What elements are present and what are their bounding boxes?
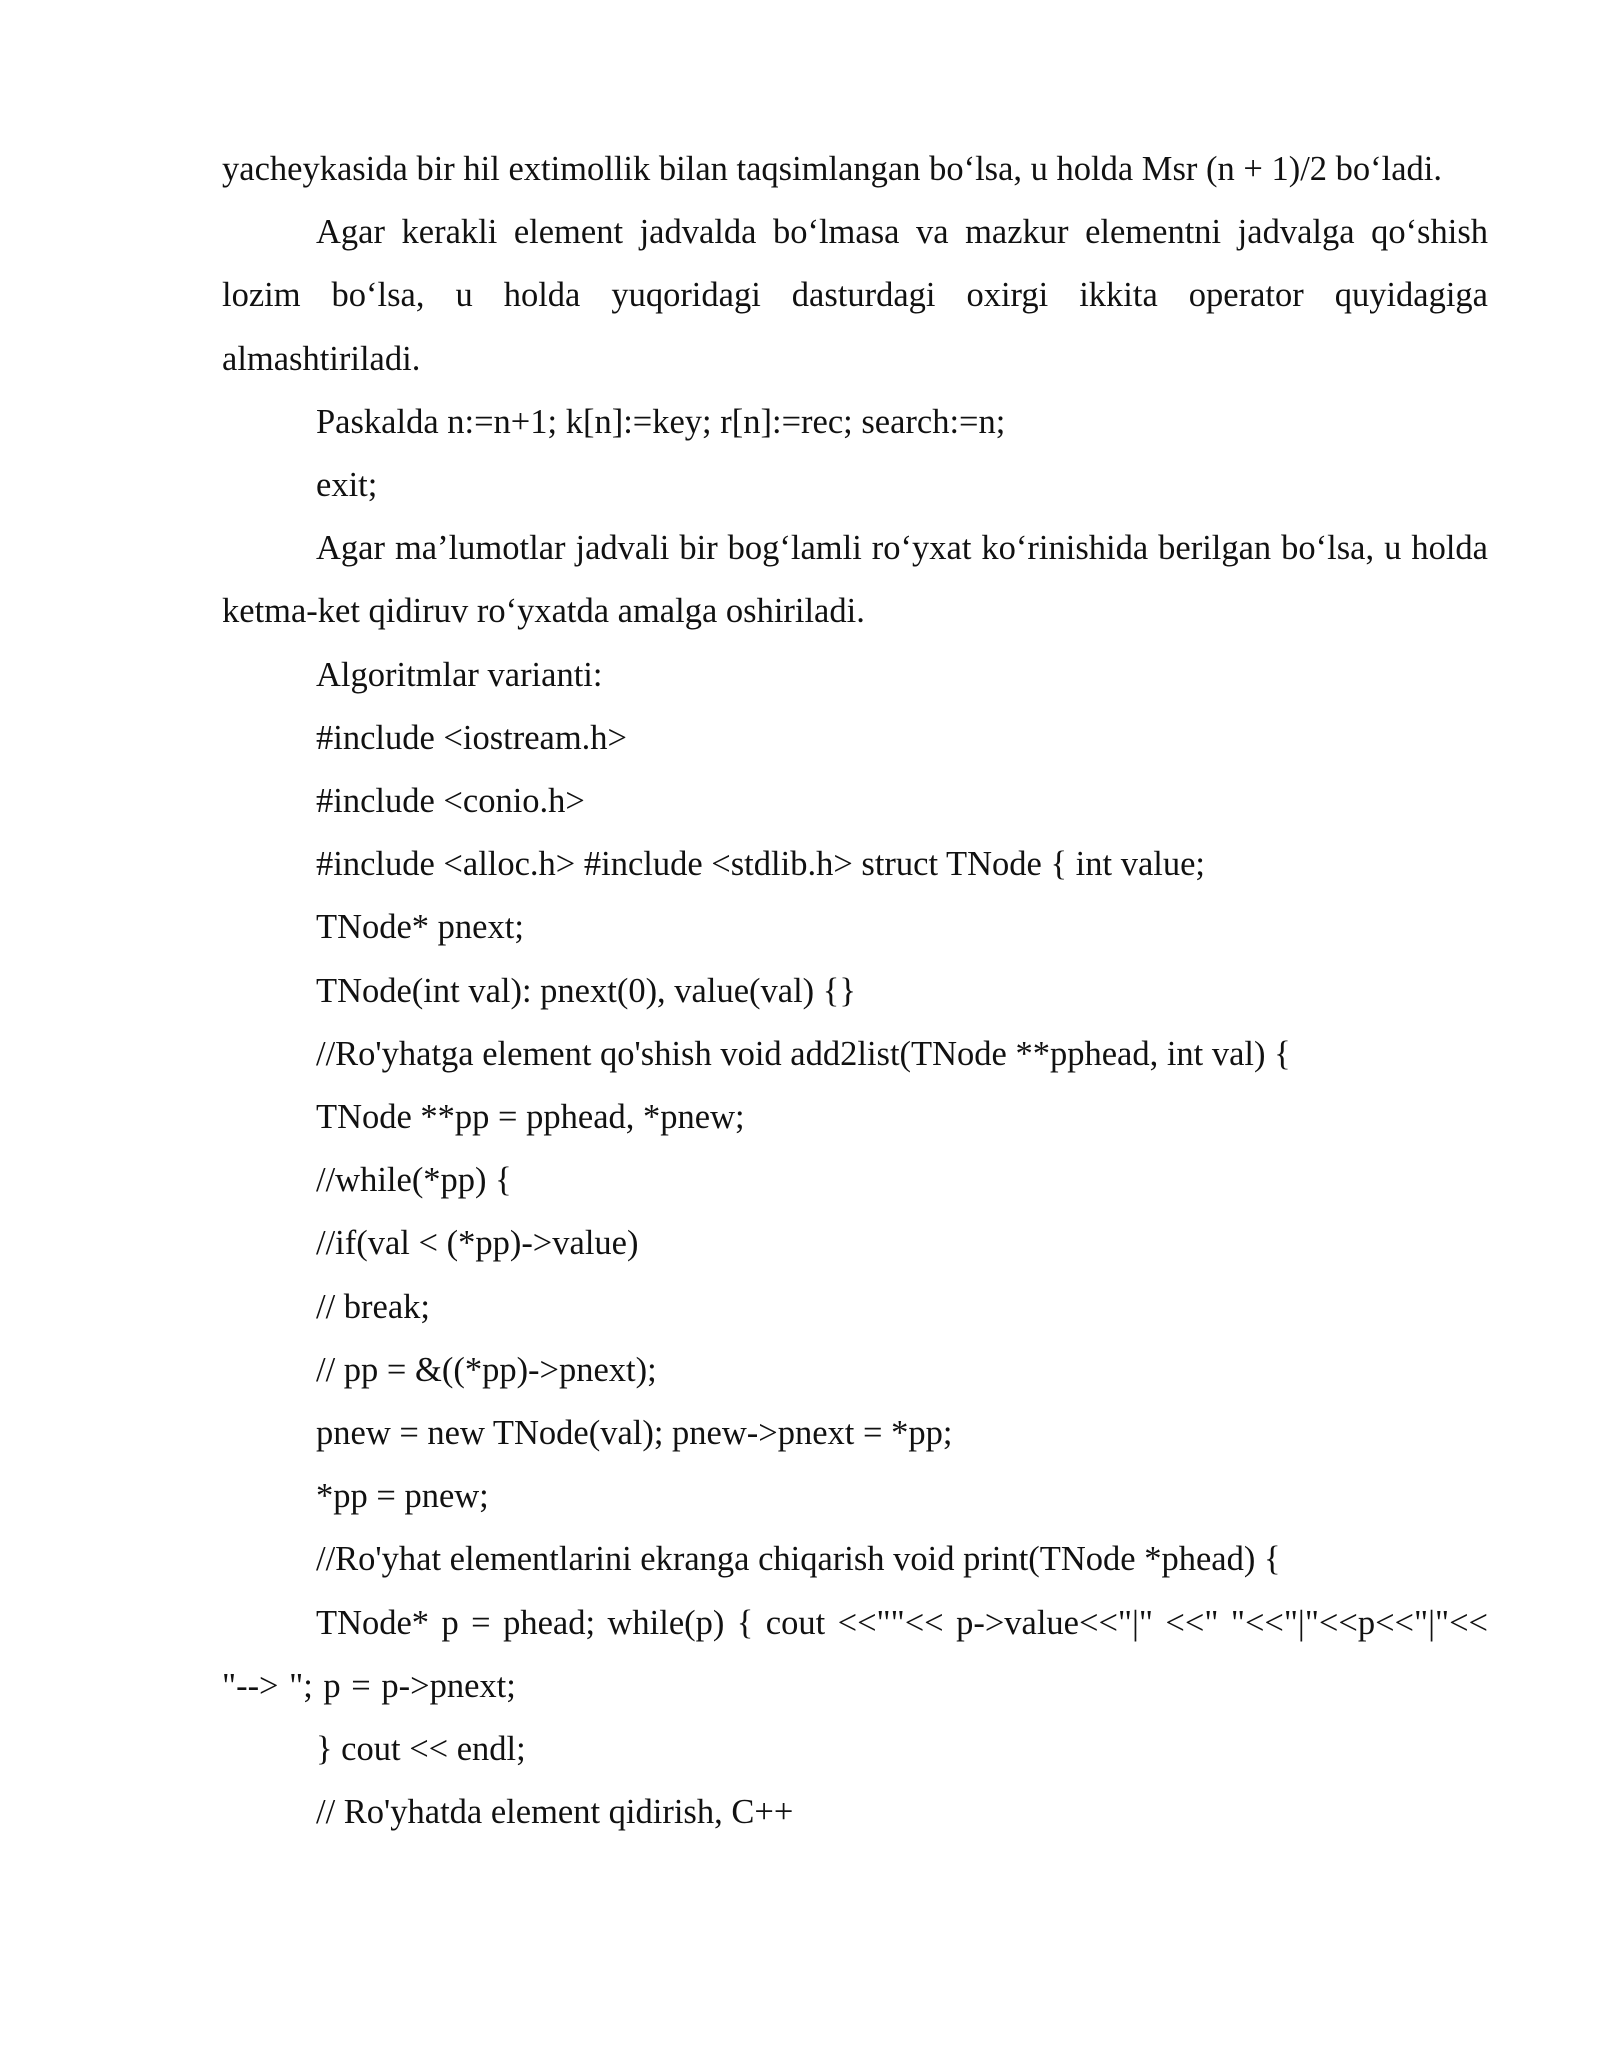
code-line: } cout << endl; [316, 1730, 526, 1769]
code-line: //Ro'yhat elementlarini ekranga chiqarish void print(TNode *phead) { [316, 1540, 1281, 1579]
paragraph-algorithm-heading: Algoritmlar varianti: [316, 655, 603, 694]
code-line: // pp = &((*pp)->pnext); [316, 1350, 657, 1389]
code-line: //while(*pp) { [316, 1161, 512, 1200]
code-line: pnew = new TNode(val); pnew->pnext = *pp; [316, 1414, 953, 1453]
paragraph-pascal-code: Paskalda n:=n+1; k[n]:=key; r[n]:=rec; search:=n; [316, 402, 1006, 441]
code-line: #include <alloc.h> #include <stdlib.h> struct TNode { int value; [316, 845, 1205, 884]
code-line: // break; [316, 1287, 430, 1326]
paragraph-linked-list: Agar ma’lumotlar jadvali bir bog‘lamli ro‘yxat ko‘rinishida berilgan bo‘lsa, u holda ketma-ket qidiruv ro‘yxatda amalga oshiriladi. [222, 529, 1488, 631]
code-line: // Ro'yhatda element qidirish, C++ [316, 1793, 794, 1832]
document-body [222, 138, 1488, 1844]
paragraph-insert-note: Agar kerakli element jadvalda bo‘lmasa va mazkur elementni jadvalga qo‘shish lozim bo‘lsa, u holda yuqoridagi dasturdagi oxirgi ikkita operator quyidagiga almashtiriladi. [222, 213, 1488, 378]
code-line: TNode(int val): pnext(0), value(val) {} [316, 971, 856, 1010]
code-line: TNode **pp = pphead, *pnew; [316, 1098, 745, 1137]
code-line: //Ro'yhatga element qo'shish void add2list(TNode **pphead, int val) { [316, 1034, 1291, 1073]
code-line: TNode* pnext; [316, 908, 524, 947]
code-line: *pp = pnew; [316, 1477, 489, 1516]
code-line: #include <iostream.h> [316, 718, 628, 757]
code-line: //if(val < (*pp)->value) [316, 1224, 639, 1263]
code-line: #include <conio.h> [316, 782, 585, 821]
paragraph-continuation: yacheykasida bir hil extimollik bilan taqsimlangan bo‘lsa, u holda Msr (n + 1)/2 bo‘ladi. [222, 150, 1442, 188]
paragraph-exit: exit; [316, 466, 378, 505]
code-line-wrapped: TNode* p = phead; while(p) { cout <<""<< p->value<<"|" <<" "<<"|"<<p<<"|"<< "--> "; p = p->pnext; [222, 1603, 1488, 1705]
